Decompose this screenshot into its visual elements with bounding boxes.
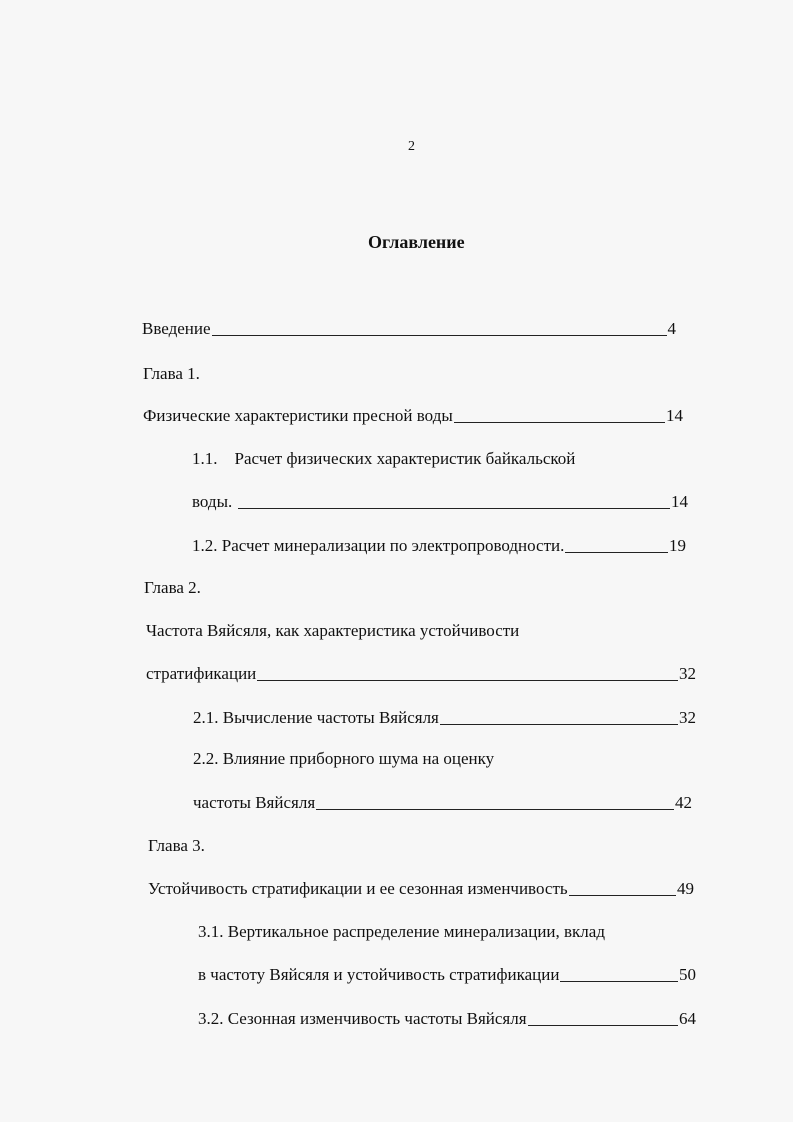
toc-page-number: 49	[677, 879, 694, 898]
toc-title: Оглавление	[368, 232, 465, 252]
toc-entry-text: 2.1. Вычисление частоты Вяйсяля	[193, 708, 439, 727]
toc-entry-3-2	[198, 1006, 696, 1030]
toc-page-number: 4	[667, 319, 676, 338]
toc-leader	[528, 1025, 678, 1026]
toc-entry-text: стратификации	[146, 664, 257, 683]
toc-leader	[440, 724, 678, 725]
toc-page-number: 19	[669, 536, 686, 555]
toc-leader	[454, 422, 665, 423]
toc-leader	[316, 809, 674, 810]
toc-entry-text: Введение	[142, 319, 211, 338]
toc-entry-1-1-line1: 1.1. Расчет физических характеристик байкальской	[192, 449, 576, 468]
chapter-1-label: Глава 1.	[143, 364, 200, 383]
toc-entry-text: воды.	[192, 492, 237, 511]
toc-leader	[257, 680, 678, 681]
toc-entry-chapter-1	[143, 403, 683, 427]
toc-page-number: 64	[679, 1009, 696, 1028]
toc-page-number: 42	[675, 793, 692, 812]
toc-entry-2-2	[193, 790, 692, 814]
chapter-2-title-line1: Частота Вяйсяля, как характеристика устойчивости	[146, 621, 520, 640]
toc-entry-text: частоты Вяйсяля	[193, 793, 316, 812]
toc-entry-2-2-line1: 2.2. Влияние приборного шума на оценку	[193, 749, 495, 768]
toc-entry-text: Физические характеристики пресной воды	[143, 406, 453, 425]
chapter-2-label: Глава 2.	[144, 578, 201, 597]
toc-leader	[212, 335, 667, 336]
toc-page-number: 32	[679, 664, 696, 683]
toc-entry-intro	[142, 316, 676, 340]
toc-leader	[569, 895, 676, 896]
toc-leader	[560, 981, 678, 982]
toc-entry-1-2	[192, 533, 686, 557]
toc-leader	[238, 508, 671, 509]
chapter-3-label: Глава 3.	[148, 836, 205, 855]
toc-page-number: 32	[679, 708, 696, 727]
toc-entry-text: в частоту Вяйсяля и устойчивость стратификации	[198, 965, 560, 984]
page-number: 2	[408, 139, 415, 154]
toc-leader	[565, 552, 668, 553]
toc-page-number: 14	[666, 406, 683, 425]
toc-entry-1-1	[192, 489, 688, 513]
toc-entry-3-1-line1: 3.1. Вертикальное распределение минерализации, вклад	[198, 922, 605, 941]
toc-entry-2-1	[193, 705, 696, 729]
toc-entry-chapter-3	[148, 876, 694, 900]
toc-entry-text: 3.2. Сезонная изменчивость частоты Вяйсяля	[198, 1009, 527, 1028]
toc-entry-text: 1.2. Расчет минерализации по электропроводности.	[192, 536, 565, 555]
toc-page-number: 14	[671, 492, 688, 511]
toc-page-number: 50	[679, 965, 696, 984]
toc-entry-text: Устойчивость стратификации и ее сезонная изменчивость	[148, 879, 568, 898]
toc-entry-chapter-2	[146, 661, 696, 685]
toc-entry-3-1	[198, 962, 696, 986]
